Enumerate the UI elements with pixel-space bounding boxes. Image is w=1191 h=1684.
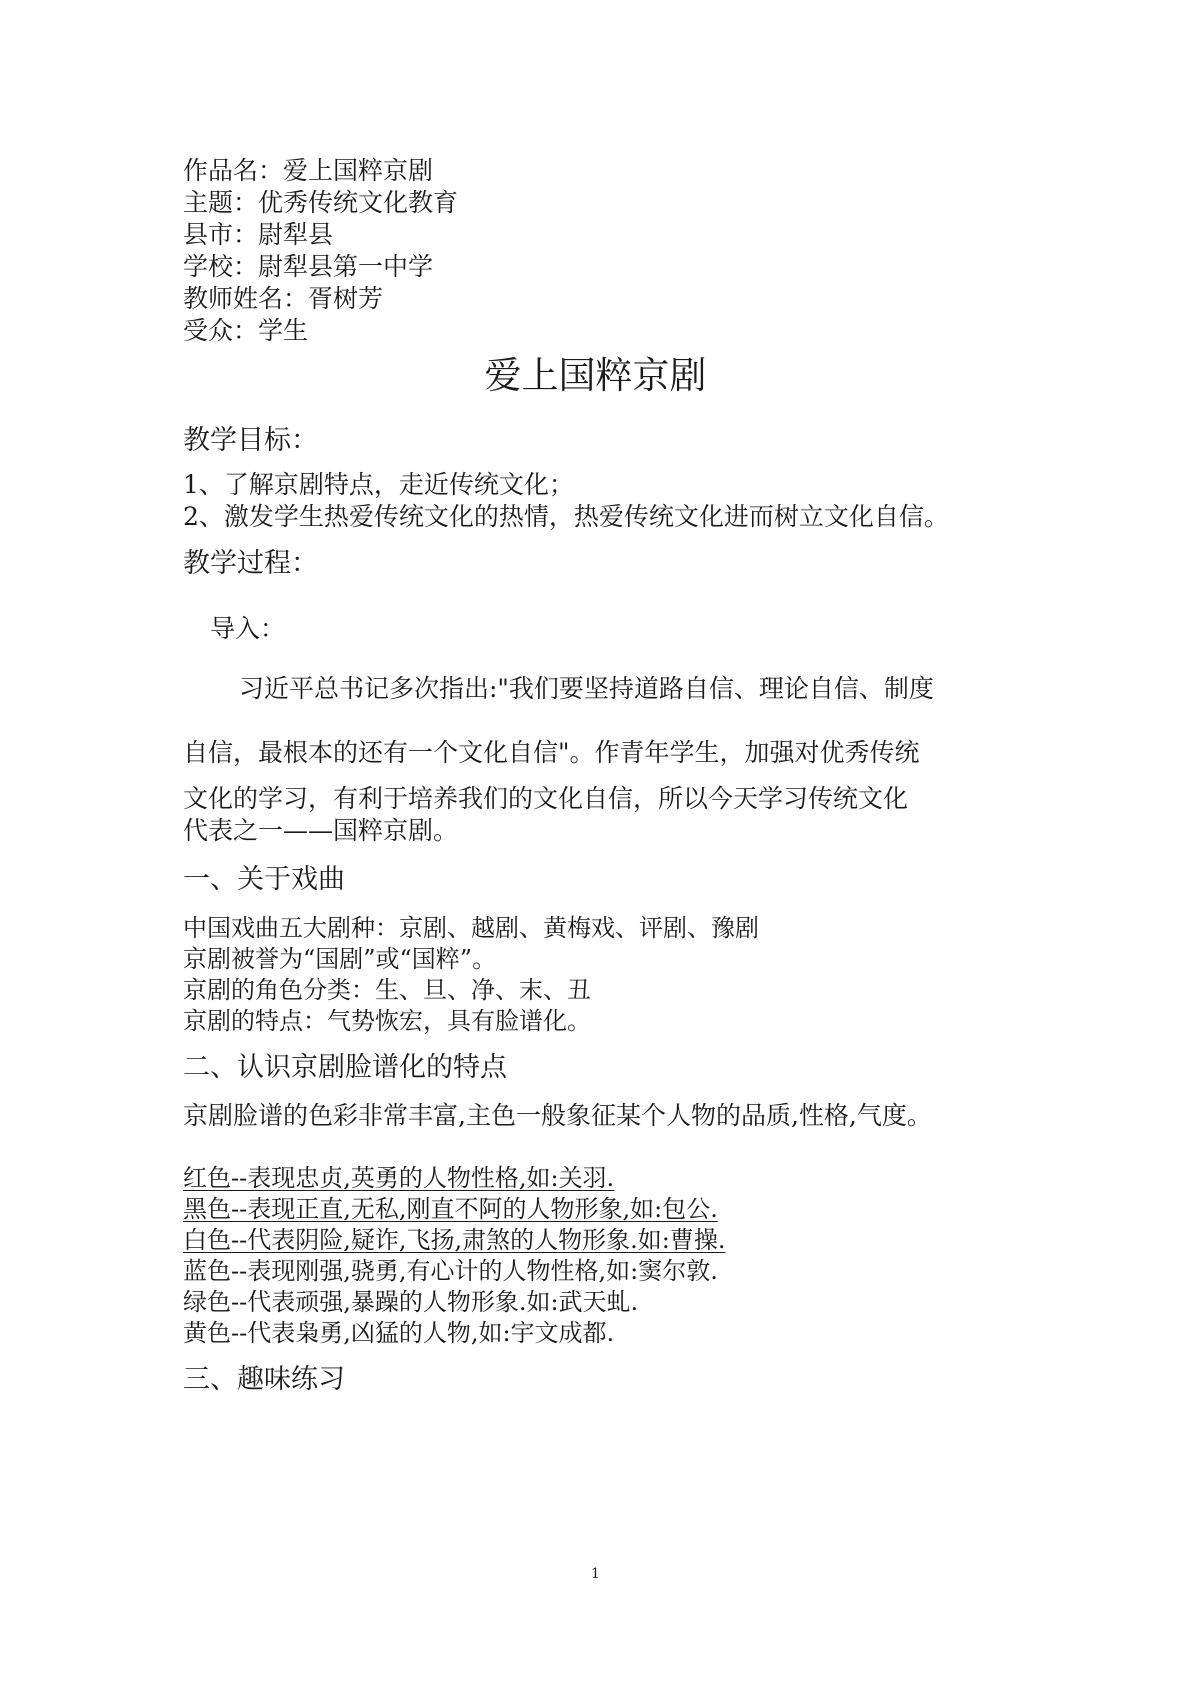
section3-heading: 三、趣味练习: [183, 1364, 345, 1395]
work-theme: 主题：优秀传统文化教育: [183, 188, 459, 217]
work-name: 作品名：爱上国粹京剧: [183, 156, 434, 185]
document-title: 爱上国粹京剧: [484, 354, 707, 397]
goals-heading: 教学目标：: [183, 425, 318, 456]
face-color-green: 绿色--代表顽强,暴躁的人物形象.如:武天虬.: [183, 1288, 639, 1316]
section1-line: 京剧被誉为“国剧”或“国粹”。: [183, 945, 497, 973]
section1-line: 京剧的角色分类：生、旦、净、末、丑: [183, 976, 591, 1004]
work-info: [183, 155, 458, 347]
goal-item: 1、了解京剧特点，走近传统文化；: [183, 470, 574, 499]
intro-line: 习近平总书记多次指出:"我们要坚持道路自信、理论自信、制度: [239, 674, 934, 703]
goal-item: 2、激发学生热爱传统文化的热情，热爱传统文化进而树立文化自信。: [183, 502, 949, 531]
face-color-white: 白色--代表阴险,疑诈,飞扬,肃煞的人物形象.如:曹操.: [183, 1226, 726, 1254]
section1-line: 中国戏曲五大剧种：京剧、越剧、黄梅戏、评剧、豫剧: [183, 914, 759, 942]
work-county: 县市：尉犁县: [183, 220, 334, 249]
face-color-yellow: 黄色--代表枭勇,凶猛的人物,如:宇文成都.: [183, 1319, 615, 1347]
intro-line: 自信，最根本的还有一个文化自信"。作青年学生，加强对优秀传统: [183, 738, 920, 767]
face-color-list: [183, 1163, 725, 1349]
face-color-black: 黑色--表现正直,无私,刚直不阿的人物形象,如:包公.: [183, 1195, 718, 1223]
page-number: 1: [591, 1566, 600, 1582]
work-audience: 受众：学生: [183, 316, 309, 345]
face-color-red: 红色--表现忠贞,英勇的人物性格,如:关羽.: [183, 1164, 615, 1192]
intro-line: 文化的学习，有利于培养我们的文化自信，所以今天学习传统文化: [183, 784, 909, 813]
section2-summary: 京剧脸谱的色彩非常丰富,主色一般象征某个人物的品质,性格,气度。: [183, 1101, 932, 1130]
section1-lines: [183, 913, 759, 1037]
process-heading: 教学过程：: [183, 548, 318, 579]
intro-heading: 导入：: [210, 614, 286, 643]
section2-heading: 二、认识京剧脸谱化的特点: [183, 1052, 507, 1083]
work-teacher: 教师姓名：胥树芳: [183, 284, 384, 313]
face-color-blue: 蓝色--表现刚强,骁勇,有心计的人物性格,如:窦尔敦.: [183, 1257, 718, 1285]
goals-list: [183, 469, 949, 533]
section1-heading: 一、关于戏曲: [183, 864, 345, 895]
intro-line: 代表之一——国粹京剧。: [183, 816, 459, 845]
work-school: 学校：尉犁县第一中学: [183, 252, 434, 281]
section1-line: 京剧的特点：气势恢宏，具有脸谱化。: [183, 1007, 591, 1035]
